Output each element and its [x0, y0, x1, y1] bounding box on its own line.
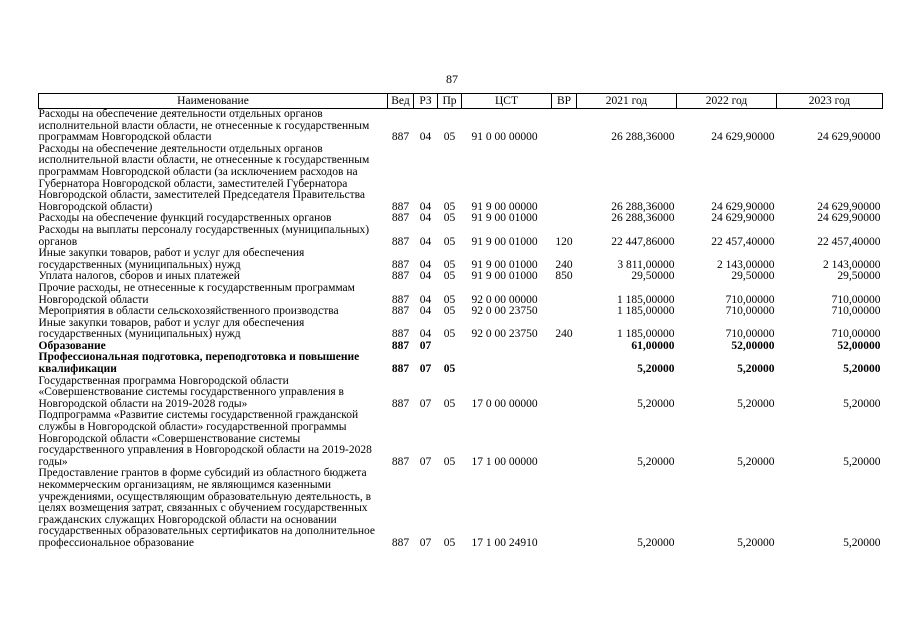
- cell-2023: 24 629,90000: [817, 131, 881, 144]
- cell-2022: 24 629,90000: [711, 131, 775, 144]
- cell-ved: 887: [391, 339, 410, 352]
- cell-cst: 91 9 00 01000: [471, 212, 538, 225]
- cell-name: Уплата налогов, сборов и иных платежей: [38, 270, 240, 283]
- cell-cst: 91 9 00 01000: [471, 235, 538, 248]
- cell-rz: 04: [419, 235, 432, 248]
- cell-rz: 07: [419, 455, 432, 468]
- cell-2022: 24 629,90000: [711, 200, 775, 213]
- cell-2021: 5,20000: [637, 397, 675, 410]
- cell-2023: 5,20000: [843, 397, 881, 410]
- cell-2023: 710,00000: [831, 305, 881, 318]
- cell-2021: 5,20000: [637, 536, 675, 549]
- cell-2022: 710,00000: [725, 293, 775, 306]
- page-number: 87: [446, 72, 458, 86]
- header-cst: ЦСТ: [462, 94, 552, 109]
- cell-rz: 04: [419, 131, 432, 144]
- cell-2021: 1 185,00000: [617, 328, 675, 341]
- cell-vr: [552, 283, 577, 306]
- header-vr: ВР: [552, 94, 577, 109]
- cell-2023: 24 629,90000: [817, 212, 881, 225]
- cell-2021: 22 447,86000: [611, 235, 675, 248]
- cell-2022: 5,20000: [737, 536, 775, 549]
- cell-vr: [552, 213, 577, 225]
- cell-vr: 240: [555, 328, 573, 341]
- cell-ved: 887: [391, 200, 410, 213]
- cell-name: Иные закупки товаров, работ и услуг для обеспечения государственных (муниципальных) нужд: [38, 316, 305, 341]
- cell-name: Прочие расходы, не отнесенные к государственным программам Новгородской области: [38, 281, 355, 306]
- cell-ved: 887: [391, 293, 410, 306]
- cell-2021: 1 185,00000: [617, 305, 675, 318]
- header-2022: 2022 год: [677, 94, 777, 109]
- cell-ved: 887: [391, 235, 410, 248]
- table-body: [39, 109, 883, 550]
- cell-rz: 04: [419, 270, 432, 283]
- cell-rz: 07: [419, 536, 432, 549]
- header-rz: РЗ: [414, 94, 438, 109]
- table-row: [39, 225, 883, 248]
- budget-table: [38, 93, 883, 550]
- header-pr: Пр: [438, 94, 462, 109]
- cell-2021: 5,20000: [637, 455, 675, 468]
- table-row: [39, 410, 883, 468]
- cell-cst: [462, 352, 552, 375]
- cell-vr: [552, 352, 577, 375]
- header-2023: 2023 год: [777, 94, 883, 109]
- table-row: [39, 283, 883, 306]
- table-row: [39, 376, 883, 411]
- cell-cst: 91 0 00 00000: [471, 131, 538, 144]
- cell-pr: 05: [443, 293, 456, 306]
- cell-ved: 887: [391, 328, 410, 341]
- cell-pr: 05: [443, 200, 456, 213]
- table-row: [39, 144, 883, 214]
- table-header-row: [39, 94, 883, 109]
- cell-rz: 04: [419, 200, 432, 213]
- cell-2022: 2 143,00000: [717, 258, 775, 271]
- cell-name: Иные закупки товаров, работ и услуг для обеспечения государственных (муниципальных) нужд: [38, 247, 305, 271]
- cell-cst: 91 9 00 00000: [471, 200, 538, 213]
- cell-2021: 26 288,36000: [611, 131, 675, 144]
- cell-vr: [552, 410, 577, 468]
- cell-pr: 05: [443, 397, 456, 410]
- cell-pr: 05: [443, 455, 456, 468]
- cell-pr: 05: [443, 235, 456, 248]
- cell-vr: [552, 109, 577, 144]
- cell-cst: 92 0 00 23750: [471, 328, 538, 341]
- cell-name: Предоставление грантов в форме субсидий из областного бюджета некоммерческим организациям, не являющимся казенными учреждениями, осуществляющим образовательную деятельность, в целях возмещения затрат, связанных с обучением государственных гражданских служащих Новгородской области на основании государственных образовательных сертификатов на дополнительное профессиональное образование: [38, 467, 375, 549]
- cell-name: Расходы на выплаты персоналу государственных (муниципальных) органов: [38, 223, 370, 248]
- cell-pr: 05: [443, 536, 456, 549]
- cell-vr: [552, 468, 577, 549]
- cell-rz: 04: [419, 328, 432, 341]
- table-row: [39, 318, 883, 341]
- cell-cst: 92 0 00 00000: [471, 293, 538, 306]
- cell-vr: 850: [555, 270, 573, 283]
- cell-name: Государственная программа Новгородской области «Совершенствование системы государственного управления в Новгородской области на 2019-2028 годы»: [38, 374, 344, 410]
- cell-rz: 04: [419, 293, 432, 306]
- cell-2022: 5,20000: [737, 397, 775, 410]
- cell-2023: 22 457,40000: [817, 235, 881, 248]
- cell-2023: 29,50000: [837, 270, 881, 283]
- cell-2022: 710,00000: [725, 305, 775, 318]
- header-name: Наименование: [39, 94, 388, 109]
- cell-ved: 887: [391, 397, 410, 410]
- table-row: [39, 306, 883, 318]
- table-row: [39, 352, 883, 375]
- cell-2021: 1 185,00000: [617, 293, 675, 306]
- cell-vr: [552, 376, 577, 411]
- cell-ved: 887: [391, 270, 410, 283]
- cell-rz: 04: [419, 305, 432, 318]
- cell-ved: 887: [391, 258, 410, 271]
- cell-rz: 07: [419, 363, 432, 376]
- cell-2022: 5,20000: [737, 363, 775, 376]
- cell-vr: [552, 144, 577, 214]
- cell-2021: 29,50000: [631, 270, 675, 283]
- cell-2023: 710,00000: [831, 328, 881, 341]
- cell-rz: 07: [419, 397, 432, 410]
- cell-2021: 26 288,36000: [611, 212, 675, 225]
- cell-pr: 05: [443, 212, 456, 225]
- cell-ved: 887: [391, 131, 410, 144]
- cell-2023: 5,20000: [843, 536, 881, 549]
- cell-2021: 26 288,36000: [611, 200, 675, 213]
- table-row: [39, 109, 883, 144]
- cell-cst: 91 9 00 01000: [471, 258, 538, 271]
- cell-ved: 887: [391, 536, 410, 549]
- header-2021: 2021 год: [577, 94, 677, 109]
- cell-pr: 05: [443, 328, 456, 341]
- cell-name: Профессиональная подготовка, переподготовка и повышение квалификации: [38, 351, 360, 376]
- cell-ved: 887: [391, 212, 410, 225]
- cell-2023: 52,00000: [837, 339, 881, 352]
- cell-cst: 91 9 00 01000: [471, 270, 538, 283]
- cell-cst: 17 0 00 00000: [471, 397, 538, 410]
- cell-cst: 17 1 00 24910: [471, 536, 538, 549]
- table-row: [39, 248, 883, 271]
- cell-ved: 887: [391, 363, 410, 376]
- cell-cst: 92 0 00 23750: [471, 305, 538, 318]
- cell-2023: 2 143,00000: [823, 258, 881, 271]
- cell-2023: 5,20000: [843, 363, 881, 376]
- table-row: [39, 468, 883, 549]
- cell-ved: 887: [391, 455, 410, 468]
- cell-cst: [462, 341, 552, 353]
- cell-2021: 5,20000: [637, 363, 675, 376]
- cell-pr: 05: [443, 258, 456, 271]
- cell-name: Образование: [38, 339, 106, 352]
- cell-name: Мероприятия в области сельскохозяйственного производства: [38, 305, 339, 318]
- cell-2023: 5,20000: [843, 455, 881, 468]
- cell-name: Расходы на обеспечение функций государственных органов: [38, 212, 332, 225]
- cell-2023: 24 629,90000: [817, 200, 881, 213]
- cell-pr: 05: [443, 305, 456, 318]
- cell-2022: 24 629,90000: [711, 212, 775, 225]
- cell-2022: 710,00000: [725, 328, 775, 341]
- cell-2022: 29,50000: [731, 270, 775, 283]
- cell-ved: 887: [391, 305, 410, 318]
- header-ved: Вед: [388, 94, 414, 109]
- cell-2022: 5,20000: [737, 455, 775, 468]
- cell-name: Подпрограмма «Развитие системы государственной гражданской службы в Новгородской области» государственной программы Новгородской области «Совершенствование системы государственного управления в Новгородской области на 2019-2028 годы»: [38, 409, 372, 468]
- cell-rz: 04: [419, 212, 432, 225]
- cell-vr: [552, 306, 577, 318]
- cell-2021: 61,00000: [631, 339, 675, 352]
- cell-vr: [552, 341, 577, 353]
- cell-2023: 710,00000: [831, 293, 881, 306]
- cell-2022: 52,00000: [731, 339, 775, 352]
- cell-cst: 17 1 00 00000: [471, 455, 538, 468]
- cell-rz: 07: [419, 339, 432, 352]
- cell-vr: 120: [555, 235, 573, 248]
- cell-name: Расходы на обеспечение деятельности отдельных органов исполнительной власти области, не отнесенные к государственным программам Новгородской области (за исключением расходов на Губернатора Новгородской области, заместителей Губернатора Новгородской области, заместителей Председателя Правительства Новгородской области): [38, 142, 370, 213]
- cell-pr: [438, 341, 462, 353]
- cell-pr: 05: [443, 131, 456, 144]
- cell-name: Расходы на обеспечение деятельности отдельных органов исполнительной власти области, не отнесенные к государственным программам Новгородской области: [38, 108, 370, 144]
- cell-pr: 05: [443, 270, 456, 283]
- cell-2022: 22 457,40000: [711, 235, 775, 248]
- cell-rz: 04: [419, 258, 432, 271]
- cell-2021: 3 811,00000: [617, 258, 675, 271]
- cell-pr: 05: [443, 363, 456, 376]
- cell-vr: 240: [555, 258, 573, 271]
